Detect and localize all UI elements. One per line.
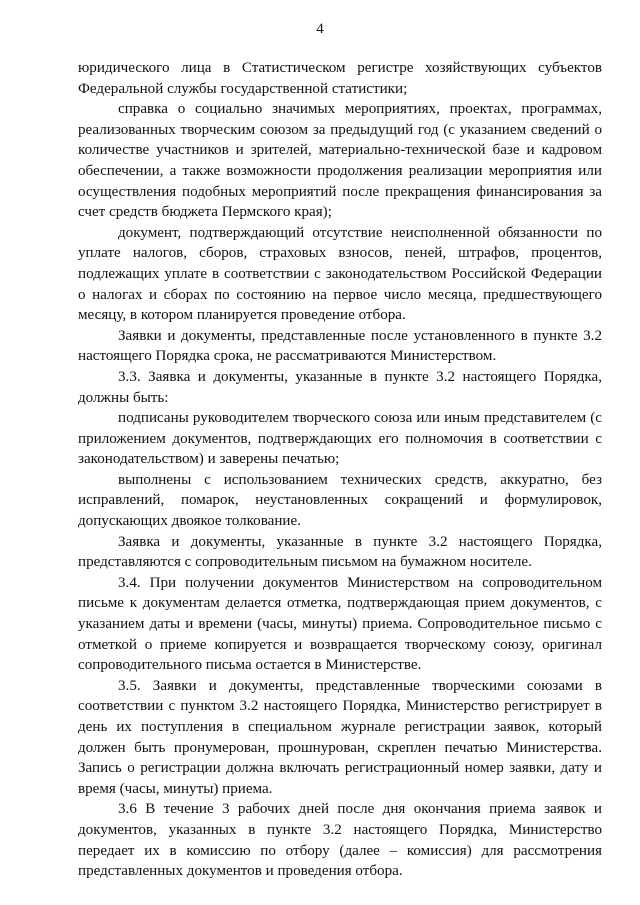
paragraph: Заявки и документы, представленные после установленного в пункте 3.2 настоящего Порядка срока, не рассматриваются Министерством. bbox=[78, 327, 602, 365]
paragraph: Заявка и документы, указанные в пункте 3.2 настоящего Порядка, представляются с сопроводительным письмом на бумажном носителе. bbox=[78, 533, 602, 571]
page-number: 4 bbox=[316, 21, 324, 37]
document-body bbox=[78, 58, 602, 882]
paragraph: документ, подтверждающий отсутствие неисполненной обязанности по уплате налогов, сборов, страховых взносов, пеней, штрафов, процентов, подлежащих уплате в соответствии с законодательством Российской Федерации о налогах и сборах по состоянию на первое число месяца, предшествующего месяцу, в котором планируется проведение отбора. bbox=[78, 224, 602, 324]
paragraph: 3.5. Заявки и документы, представленные творческими союзами в соответствии с пунктом 3.2 настоящего Порядка, Министерство регистрирует в день их поступления в специальном журнале регистрации заявок, который должен быть пронумерован, прошнурован, скреплен печатью Министерства. Запись о регистрации должна включать регистрационный номер заявки, дату и время (часы, минуты) приема. bbox=[78, 677, 602, 797]
paragraph: 3.3. Заявка и документы, указанные в пункте 3.2 настоящего Порядка, должны быть: bbox=[78, 368, 602, 406]
paragraph: 3.4. При получении документов Министерством на сопроводительном письме к документам делается отметка, подтверждающая прием документов, с указанием даты и времени (часы, минуты) приема. Сопроводительное письмо с отметкой о приеме копируется и возвращается творческому союзу, оригинал сопроводительного письма остается в Министерстве. bbox=[78, 574, 602, 674]
paragraph: юридического лица в Статистическом регистре хозяйствующих субъектов Федеральной службы государственной статистики; bbox=[78, 60, 602, 97]
paragraph: 3.6 В течение 3 рабочих дней после дня окончания приема заявок и документов, указанных в пункте 3.2 настоящего Порядка, Министерство передает их в комиссию по отбору (далее – комиссия) для рассмотрения представленных документов и проведения отбора. bbox=[78, 801, 602, 880]
paragraph: справка о социально значимых мероприятиях, проектах, программах, реализованных творческим союзом за предыдущий год (с указанием сведений о количестве участников и зрителей, материально-технической базе и кадровом обеспечении, а также возможности продолжения реализации мероприятия или осуществления подобных мероприятий после прекращения финансирования за счет средств бюджета Пермского края); bbox=[78, 101, 602, 221]
paragraph: выполнены с использованием технических средств, аккуратно, без исправлений, помарок, неустановленных сокращений и формулировок, допускающих двоякое толкование. bbox=[78, 471, 602, 530]
paragraph: подписаны руководителем творческого союза или иным представителем (с приложением документов, подтверждающих его полномочия в соответствии с законодательством) и заверены печатью; bbox=[78, 410, 602, 468]
